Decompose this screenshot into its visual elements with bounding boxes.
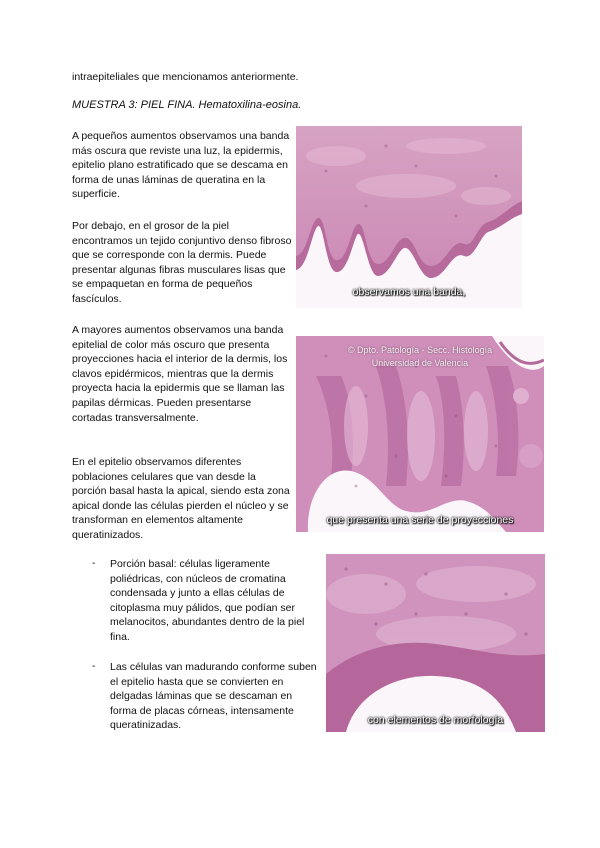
figure-thin-skin-epithelium [326, 554, 545, 732]
paragraph-1: A pequeños aumentos observamos una banda más oscura que reviste una luz, la epidermis, epitelio plano estratificado que se descama en forma de unas láminas de queratina en la superficie. [72, 130, 290, 201]
histology-image-3 [326, 554, 545, 732]
figure-1-caption: observamos una banda, [352, 286, 466, 298]
paragraph-4: En el epitelio observamos diferentes poblaciones celulares que van desde la porción basal hasta la apical, siendo esta zona apical donde las células pierden el núcleo y se transforman en elementos altamente queratinizados. [72, 456, 290, 541]
figure-thin-skin-high-mag [296, 336, 544, 532]
paragraph-3: A mayores aumentos observamos una banda epitelial de color más oscuro que presenta proyecciones hacia el interior de la dermis, los clavos epidérmicos, mientras que la dermis proyecta hacia la epidermis que se llaman las papilas dérmicas. Pueden presentarse cortadas transversalmente. [72, 324, 288, 424]
bullet-text-1: Porción basal: células ligeramente poliédricas, con núcleos de cromatina condensada y junto a ellas células de citoplasma muy pálidos, que podían ser melanocitos, abundantes dentro de la piel fina. [110, 558, 305, 643]
bullet-dash-1: - [92, 557, 96, 569]
figure-2-caption: que presenta una serie de proyecciones [326, 514, 514, 526]
figure-2-watermark-line-1: © Dpto. Patología - Secc. Histología [347, 345, 493, 355]
figure-3-caption: con elementos de morfología [367, 714, 504, 726]
text-line-top: intraepiteliales que mencionamos anteriormente. [72, 71, 299, 83]
bullet-dash-2: - [92, 660, 96, 672]
bullet-text-2: Las células van madurando conforme suben el epitelio hasta que se convierten en delgadas láminas que se descaman en forma de placas córneas, intensamente queratinizadas. [110, 661, 317, 732]
histology-image-1 [296, 126, 522, 308]
sample-title: MUESTRA 3: PIEL FINA. Hematoxilina-eosina. [72, 99, 302, 111]
paragraph-2: Por debajo, en el grosor de la piel encontramos un tejido conjuntivo denso fibroso que se corresponde con la dermis. Puede presentar algunas fibras musculares lisas que se empaquetan en forma de pequeños fascículos. [72, 220, 292, 305]
figure-2-watermark-line-2: Universidad de Valencia [371, 358, 469, 368]
figure-thin-skin-low-mag [296, 126, 522, 308]
